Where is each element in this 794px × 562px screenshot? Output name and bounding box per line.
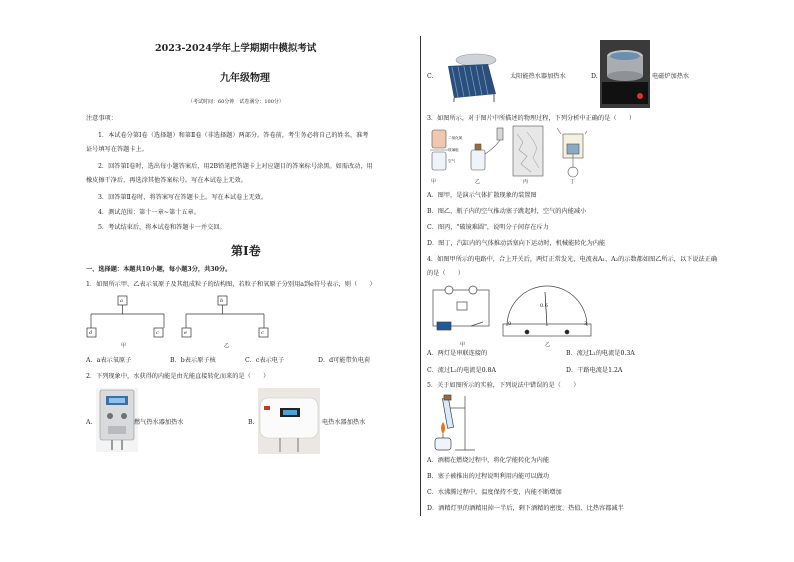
solar-water-heater-image xyxy=(440,50,500,102)
q1-label: b xyxy=(220,298,224,304)
q1-label: c xyxy=(261,330,264,336)
q2-option-text: 电磁炉加热水 xyxy=(652,73,690,80)
q4-stem: 的是（ ） xyxy=(427,270,465,277)
notice-item: 橡皮擦干净后，再选涂其他答案标号。写在本试卷上无效。 xyxy=(86,177,247,184)
q3-caption: 乙 xyxy=(475,179,481,185)
q4-option: B．流过L₁的电流是0.3A xyxy=(566,350,635,357)
q5-test-tube-apparatus xyxy=(427,392,477,454)
q2-option-text: 电热水器加热水 xyxy=(322,419,366,426)
q3-label: 二氧化氮 xyxy=(448,136,463,140)
q2-option-letter: B. xyxy=(248,419,255,426)
notice-item: 1．本试卷分第Ⅰ卷（选择题）和第Ⅱ卷（非选择题）两部分。答卷前，考生务必将自己的姓名、准考 xyxy=(98,132,369,139)
notice-heading: 注意事项： xyxy=(86,115,117,122)
induction-cooker-image xyxy=(600,40,650,108)
q5-option: A．酒精在燃烧过程中，将化学能转化为内能 xyxy=(427,457,550,464)
q2-stem: 2．下列现象中，水获得的内能是由光能直接转化而来的是（ ） xyxy=(86,373,270,380)
q4-meter-label: 0 xyxy=(508,321,512,327)
section-instructions: 一、选择题：本题共10小题，每小题3分，共30分。 xyxy=(86,266,232,273)
q3-caption: 丁 xyxy=(570,179,576,185)
q3-option: D．图丁，汽缸内的气体推动活塞向下运动时，机械能转化为内能 xyxy=(427,240,606,247)
notice-item: 证号填写在答题卡上。 xyxy=(86,146,148,153)
exam-meta: （考试时间：60分钟 试卷满分：100分） xyxy=(188,99,284,105)
q4-caption: 乙 xyxy=(545,342,551,348)
q1-label: c xyxy=(156,330,159,336)
q4-meter-label: 3 xyxy=(584,321,588,327)
q3-option: A．图甲，是演示气体扩散现象的装置图 xyxy=(427,192,537,199)
q3-caption: 甲 xyxy=(431,179,437,185)
q5-option: C．水沸腾过程中，温度保持不变，内能不断增加 xyxy=(427,489,562,496)
q1-option: D．d可能带负电荷 xyxy=(318,357,371,364)
q4-option: A．两灯是串联连接的 xyxy=(427,350,488,357)
q4-caption: 甲 xyxy=(460,342,466,348)
q1-label: d xyxy=(89,330,93,336)
notice-item: 4．测试范围：第十一章~第十五章。 xyxy=(98,209,200,216)
q4-option: D．干路电流是1.2A xyxy=(566,367,623,374)
gas-water-heater-image xyxy=(96,388,138,452)
q3-option: B．图乙，瓶子内的空气推动塞子跳起时，空气的内能减小 xyxy=(427,208,587,215)
q2-option-letter: C. xyxy=(427,73,434,80)
column-divider xyxy=(420,36,421,516)
q3-stem: 3．如图所示，对于图片中所描述的物理过程，下列分析中正确的是（ ） xyxy=(427,115,636,122)
q1-option: A．a表示氧原子 xyxy=(86,357,132,364)
q3-label: 玻璃板 xyxy=(448,148,459,152)
notice-item: 5．考试结束后，将本试卷和答题卡一并交回。 xyxy=(98,224,226,231)
q2-option-letter: A. xyxy=(86,419,93,426)
q4-stem: 4．如图甲所示的电路中，合上开关后，两灯正常发光，电流表A₁、A₂的示数都如图乙所示，以下说法正确 xyxy=(427,256,718,263)
q1-caption: 甲 xyxy=(121,343,127,349)
q1-caption: 乙 xyxy=(224,343,230,349)
q1-label: e xyxy=(184,330,187,336)
notice-item: 2．回答第Ⅰ卷时，选出每小题答案后，用2B铅笔把答题卡上对应题目的答案标号涂黑。如需改动，用 xyxy=(98,163,373,170)
q1-stem: 1．如图所示甲、乙表示氧原子及其组成粒子的结构图，若粒子和氧原子分别用a到e符号表示，则（ ） xyxy=(86,281,376,288)
exam-subject: 九年级物理 xyxy=(220,73,270,84)
q5-stem: 5．关于如图所示的实验，下列说法中错误的是（ ） xyxy=(427,382,580,389)
q2-option-letter: D. xyxy=(591,73,598,80)
q1-atom-diagram xyxy=(86,292,386,352)
electric-water-heater-image xyxy=(258,388,320,454)
q5-option: B．塞子被推出的过程说明利用内能可以做功 xyxy=(427,473,550,480)
q3-label: 空气 xyxy=(448,159,456,163)
q1-option: B．b表示原子核 xyxy=(170,357,216,364)
q4-meter-label: 0.6 xyxy=(540,303,548,309)
q1-option: C．c表示电子 xyxy=(245,357,285,364)
q2-option-text: 燃气热水器加热水 xyxy=(134,419,184,426)
q1-label: a xyxy=(120,298,123,304)
q5-option: D．酒精灯里的酒精用掉一半后，剩下酒精的密度、热值、比热容都减半 xyxy=(427,505,624,512)
q2-option-text: 太阳能热水器加热水 xyxy=(510,73,566,80)
q4-circuit-diagram xyxy=(427,284,597,342)
exam-title: 2023-2024学年上学期期中模拟考试 xyxy=(155,43,317,54)
q3-diagram xyxy=(427,124,587,186)
q3-option: C．图丙，"破镜难圆"，说明分子间存在斥力 xyxy=(427,224,549,231)
section-title: 第Ⅰ卷 xyxy=(231,244,261,258)
notice-item: 3．回答第Ⅱ卷时，将答案写在答题卡上。写在本试卷上无效。 xyxy=(98,194,268,201)
q3-caption: 丙 xyxy=(523,179,529,185)
q4-option: C．流过L₂的电流是0.8A xyxy=(427,367,496,374)
